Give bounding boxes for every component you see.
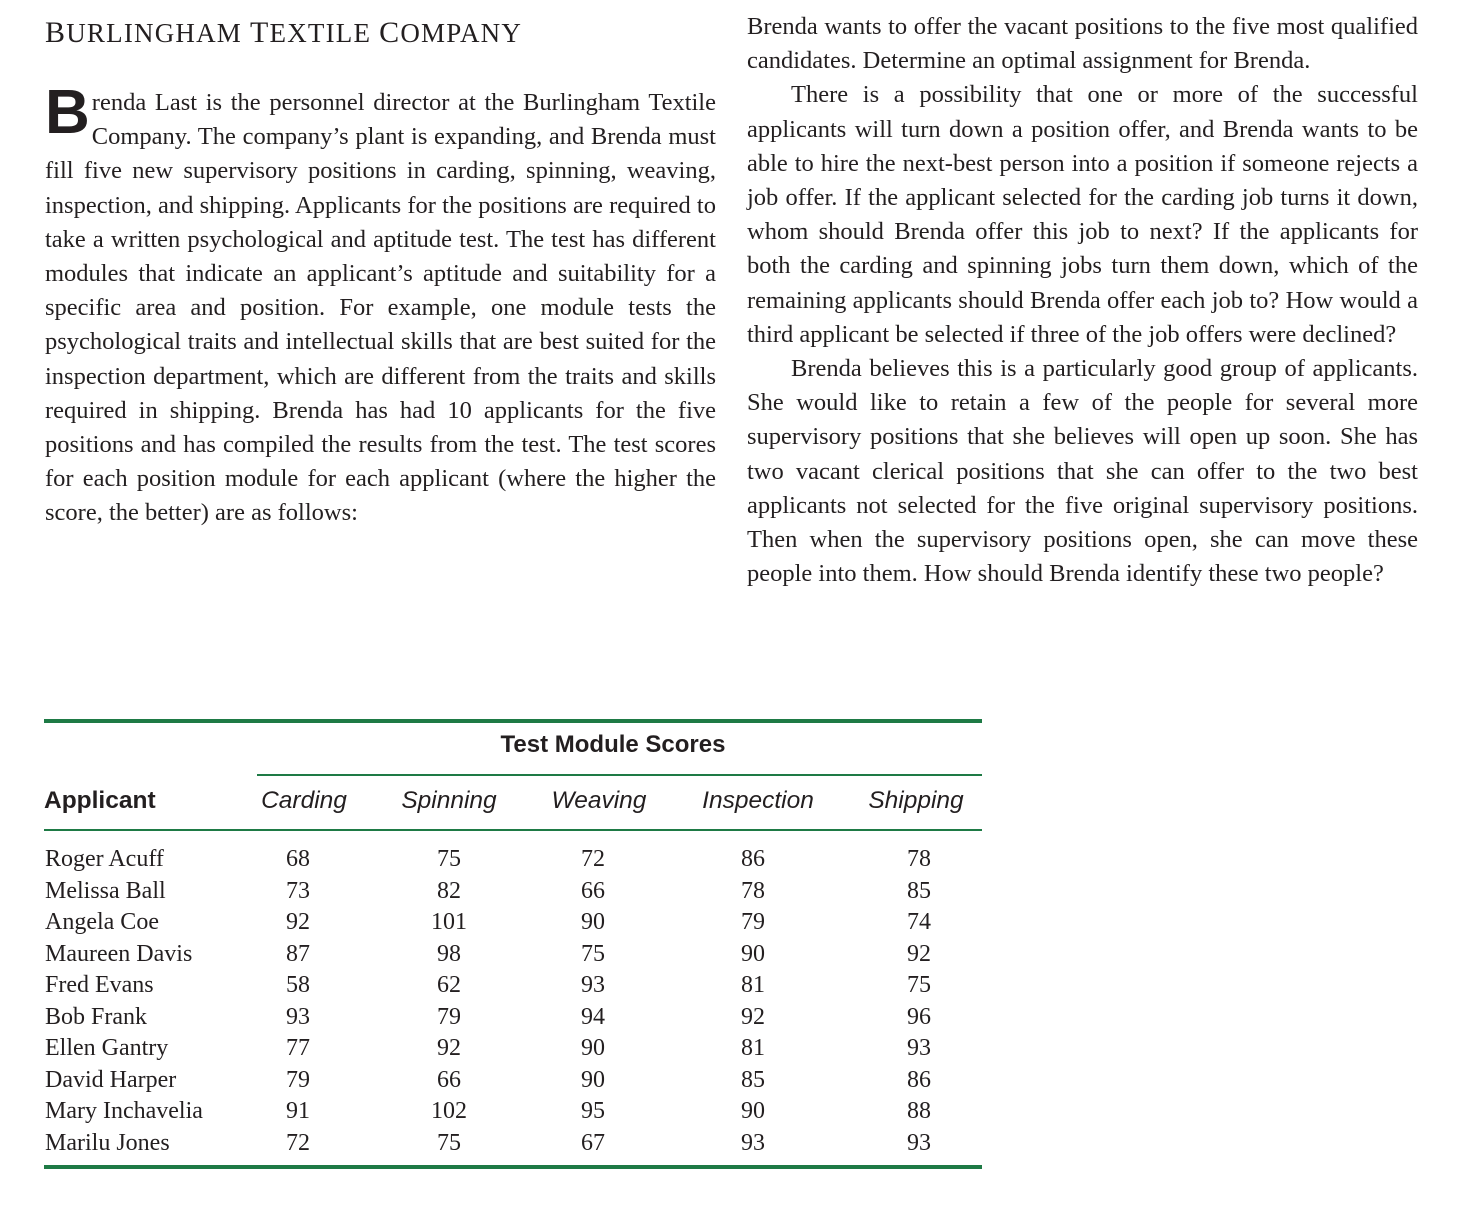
score-cell: 91 xyxy=(286,1098,310,1124)
column-header-spinning: Spinning xyxy=(401,787,497,814)
score-cell: 90 xyxy=(741,1098,765,1124)
score-cell: 72 xyxy=(581,846,605,872)
table-row xyxy=(44,876,982,907)
table-row xyxy=(44,1096,982,1127)
table-bottom-rule xyxy=(44,1165,982,1169)
column-header-carding: Carding xyxy=(261,787,347,814)
score-cell: 93 xyxy=(907,1129,931,1156)
score-cell: 81 xyxy=(741,972,765,998)
score-cell: 92 xyxy=(437,1035,461,1061)
table-row xyxy=(44,939,982,970)
score-cell: 79 xyxy=(741,909,765,935)
table-group-header: Test Module Scores xyxy=(500,731,726,758)
score-cell: 79 xyxy=(437,1003,461,1030)
score-cell: 58 xyxy=(286,972,310,998)
column-header-shipping: Shipping xyxy=(868,787,964,814)
applicant-name: Bob Frank xyxy=(45,1003,147,1030)
score-cell: 88 xyxy=(907,1098,931,1124)
score-cell: 92 xyxy=(907,940,931,967)
score-cell: 90 xyxy=(581,909,605,935)
score-cell: 101 xyxy=(431,909,467,935)
column-header-inspection: Inspection xyxy=(702,787,814,814)
score-cell: 95 xyxy=(581,1098,605,1124)
left-column xyxy=(45,78,716,531)
score-cell: 66 xyxy=(437,1066,461,1093)
column-header-weaving: Weaving xyxy=(551,787,647,814)
score-cell: 86 xyxy=(907,1066,931,1093)
score-cell: 94 xyxy=(581,1003,605,1030)
score-cell: 90 xyxy=(581,1066,605,1093)
question-paragraph-2: There is a possibility that one or more of the successful applicants will turn down a position offer, and Brenda wants to be able to hire the next-best person into a position if someone rejects a job offer. If the applicant selected for the carding job turns it down, whom should Brenda offer this job to next? If the applicants for both the carding and spinning jobs turn them down, which of the remaining applicants should Brenda offer each job to? How would a third applicant be selected if three of the job offers were declined? xyxy=(747,81,1418,348)
score-cell: 93 xyxy=(741,1129,765,1156)
applicant-column-header: Applicant xyxy=(44,787,156,814)
intro-paragraph xyxy=(45,78,716,531)
score-cell: 93 xyxy=(286,1003,310,1030)
score-cell: 90 xyxy=(581,1035,605,1061)
group-header-rule xyxy=(257,774,982,776)
applicant-name: David Harper xyxy=(45,1066,177,1093)
table-row xyxy=(44,1033,982,1064)
applicant-name: Fred Evans xyxy=(45,972,154,998)
case-title: BURLINGHAM TEXTILE COMPANY xyxy=(45,16,523,49)
table-row xyxy=(44,970,982,1001)
score-cell: 85 xyxy=(907,877,931,904)
score-cell: 68 xyxy=(286,846,310,872)
table-row xyxy=(44,844,982,875)
score-cell: 67 xyxy=(581,1129,605,1156)
intro-text: renda Last is the personnel director at the Burlingham Textile Company. The company’s plant is expanding, and Brenda must fill five new supervisory positions in carding, spinning, weaving, inspection, and shipping. Applicants for the positions are required to take a written psychological and aptitude test. The test has different modules that indicate an applicant’s aptitude and suitability for a specific area and position. For example, one module tests the psychological traits and intellectual skills that are best suited for the inspection department, which are different from the traits and skills required in shipping. Brenda has had 10 applicants for the five positions and has compiled the results from the test. The test scores for each position module for each applicant (where the higher the score, the better) are as follows: xyxy=(45,89,716,527)
table-row xyxy=(44,1065,982,1096)
applicant-name: Maureen Davis xyxy=(45,940,193,967)
score-cell: 78 xyxy=(741,877,765,904)
applicant-name: Marilu Jones xyxy=(45,1129,170,1156)
score-cell: 93 xyxy=(907,1035,931,1061)
applicant-name: Roger Acuff xyxy=(45,846,164,872)
score-cell: 75 xyxy=(581,940,605,967)
score-cell: 72 xyxy=(286,1129,310,1156)
applicant-name: Ellen Gantry xyxy=(45,1035,169,1061)
score-cell: 77 xyxy=(286,1035,310,1061)
score-cell: 96 xyxy=(907,1003,931,1030)
header-bottom-rule xyxy=(44,829,982,831)
score-cell: 78 xyxy=(907,846,931,872)
score-cell: 74 xyxy=(907,909,931,935)
score-cell: 92 xyxy=(286,909,310,935)
score-cell: 85 xyxy=(741,1066,765,1093)
table-row xyxy=(44,907,982,938)
score-cell: 81 xyxy=(741,1035,765,1061)
score-cell: 87 xyxy=(286,940,310,967)
table-row xyxy=(44,1128,982,1159)
question-paragraph-3: Brenda believes this is a particularly good group of applicants. She would like to retain a few of the people for several more supervisory positions that she believes will open up soon. She has two vacant clerical positions that she can offer to the two best applicants not selected for the five original supervisory positions. Then when the supervisory positions open, she can move these people into them. How should Brenda identify these two people? xyxy=(747,355,1418,588)
score-cell: 75 xyxy=(437,1129,461,1156)
score-cell: 66 xyxy=(581,877,605,904)
right-column xyxy=(747,10,1418,591)
score-cell: 62 xyxy=(437,972,461,998)
test-scores-table xyxy=(44,719,982,1171)
score-cell: 73 xyxy=(286,877,310,904)
drop-cap: B xyxy=(45,78,90,147)
applicant-name: Angela Coe xyxy=(45,909,159,935)
score-cell: 75 xyxy=(437,846,461,872)
table-row xyxy=(44,1002,982,1033)
score-cell: 82 xyxy=(437,877,461,904)
score-cell: 102 xyxy=(431,1098,467,1124)
applicant-name: Melissa Ball xyxy=(45,877,166,904)
score-cell: 90 xyxy=(741,940,765,967)
score-cell: 98 xyxy=(437,940,461,967)
score-cell: 86 xyxy=(741,846,765,872)
score-cell: 92 xyxy=(741,1003,765,1030)
question-paragraph-1: Brenda wants to offer the vacant positions to the five most qualified candidates. Determine an optimal assignment for Brenda. xyxy=(747,13,1418,75)
score-cell: 75 xyxy=(907,972,931,998)
score-cell: 93 xyxy=(581,972,605,998)
score-cell: 79 xyxy=(286,1066,310,1093)
table-top-rule xyxy=(44,719,982,723)
applicant-name: Mary Inchavelia xyxy=(45,1098,203,1124)
